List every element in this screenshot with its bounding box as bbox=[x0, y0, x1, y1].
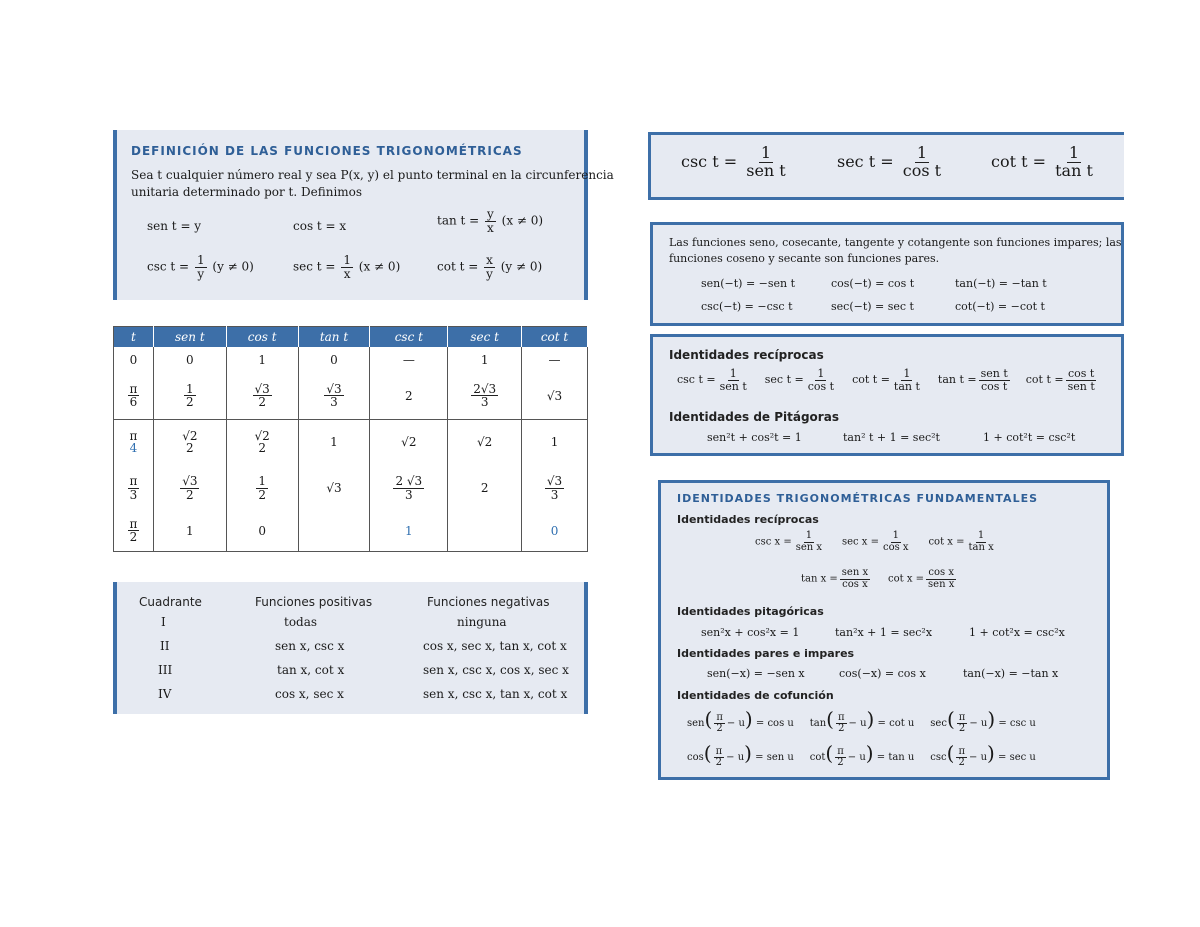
def-tan-lhs: tan t = bbox=[437, 213, 480, 228]
fund-recip-row1: csc x = $\frac{1}{\text{sen x}}$ sec x = $\frac{1}{\text{cos x}}$ cot x = $\frac{1}{\text{tan x}}$ bbox=[755, 530, 994, 553]
fund-cofn-title: Identidades de cofunción bbox=[677, 689, 834, 702]
quad-row-1-label: I bbox=[161, 615, 166, 629]
def-tan-frac: $\frac{y}{x}$ bbox=[487, 207, 494, 235]
fund-parity-title: Identidades pares e impares bbox=[677, 647, 855, 660]
col-csc: csc t bbox=[370, 327, 448, 348]
definition-box bbox=[113, 130, 614, 300]
table-row: π 4 √2 2 √2 2 1 √2 √2 1 bbox=[114, 419, 588, 465]
fund-pyth-title: Identidades pitagóricas bbox=[677, 605, 824, 618]
col-sec: sec t bbox=[448, 327, 522, 348]
big-csc: csc t = $\frac{1}{\text{sen t}}$ bbox=[681, 143, 786, 180]
def-tan bbox=[437, 208, 543, 234]
parity-box: Las funciones seno, cosecante, tangente y cotangente son funciones impares; las funciones coseno y secante son funciones pares. sen(−t) = −sen t cos(−t) = cos t tan(−t) = −tan t csc(−t) = −csc t sec(−t) = sec t cot(−t) = −cot t bbox=[650, 222, 1124, 326]
def-cos: cos t = x bbox=[293, 219, 347, 233]
col-sen: sen t bbox=[153, 327, 226, 348]
fundamental-box: IDENTIDADES TRIGONOMÉTRICAS FUNDAMENTALES Identidades recíprocas csc x = $\frac{1}{\text{sen x}}$ sec x = $\frac{1}{\text{cos x}}$ cot x = $\frac{1}{\text{tan x}}$ tan x = $\frac{\text{sen x}}{\text{cos x}}$ cot x = $\frac{\text{cos x}}{\text{sen x}}$ Identidades pitagóricas sen²x + cos²x = 1 tan²x + 1 = sec²x 1 + cot²x = csc²x Identidades pares e impares sen(−x) = −sen x cos(−x) = cos x tan(−x) = −tan x Identidades de cofunción sen( $\frac{\pi}{2}$ − u) = cos u tan( $\frac{\pi}{2}$ − u) = cot u sec( $\frac{\pi}{2}$ − u) = csc u cos( $\frac{\pi}{2}$ − u) = sen u cot( $\frac{\pi}{2}$ − u) = tan u csc( $\frac{\pi}{2}$ − u) = sec u bbox=[658, 480, 1110, 780]
definition-intro-1: Sea t cualquier número real y sea P(x, y) el punto terminal en la circunferencia bbox=[131, 168, 614, 182]
table-row: 0 0 1 0 — 1 — bbox=[114, 347, 588, 373]
fund-recip-row2: tan x = $\frac{\text{sen x}}{\text{cos x}}$ cot x = $\frac{\text{cos x}}{\text{sen x}}$ bbox=[801, 567, 955, 590]
table-row: $\frac{\pi}{2}$ 1 0 1 0 bbox=[114, 511, 588, 551]
fundamental-title: IDENTIDADES TRIGONOMÉTRICAS FUNDAMENTALES bbox=[677, 492, 1039, 505]
def-sen: sen t = y bbox=[147, 219, 202, 233]
quad-header-negativas: Funciones negativas bbox=[427, 595, 550, 609]
quad-row-2-label: II bbox=[160, 639, 170, 653]
def-csc: csc t = $\frac{1}{y}$ (y ≠ 0) bbox=[147, 253, 254, 281]
ids-recip-row: csc t = $\frac{1}{\text{sen t}}$ sec t = $\frac{1}{\text{cos t}}$ cot t = $\frac{1}{\text{tan t}}$ tan t = $\frac{\text{sen t}}{\text{cos t}}$ cot t = $\frac{\text{cos t}}{\text{sen t}}$ bbox=[677, 367, 1095, 393]
quad-row-3-label: III bbox=[158, 663, 173, 677]
def-cot: cot t = $\frac{x}{y}$ (y ≠ 0) bbox=[437, 253, 543, 281]
def-tan-cond: (x ≠ 0) bbox=[501, 213, 544, 228]
quadrant-box: Cuadrante Funciones positivas Funciones negativas I todas ninguna II sen x, csc x cos x, sec x, tan x, cot x III tan x, cot x sen x, csc x, cos x, sec x IV cos x, sec x sen x, csc x, tan x, cot x bbox=[113, 582, 588, 714]
def-sec: sec t = $\frac{1}{x}$ (x ≠ 0) bbox=[293, 253, 401, 281]
quad-row-4-label: IV bbox=[158, 687, 172, 701]
quad-header-positivas: Funciones positivas bbox=[255, 595, 373, 609]
parity-text-1: Las funciones seno, cosecante, tangente y cotangente son funciones impares; las bbox=[669, 236, 1122, 249]
values-table bbox=[113, 326, 588, 552]
col-cot: cot t bbox=[522, 327, 588, 348]
fund-recip-title: Identidades recíprocas bbox=[677, 513, 819, 526]
parity-text-2: funciones coseno y secante son funciones pares. bbox=[669, 252, 940, 265]
table-row: $\frac{\pi}{3}$ $\frac{√3}{2}$ $\frac{1}{2}$ √3 $\frac{2 √3}{3}$ 2 $\frac{√3}{3}$ bbox=[114, 465, 588, 511]
big-sec: sec t = $\frac{1}{\text{cos t}}$ bbox=[837, 143, 942, 180]
cofn-row1: sen( $\frac{\pi}{2}$ − u) = cos u tan( $\frac{\pi}{2}$ − u) = cot u sec( $\frac{\pi}{2}$ − u) = csc u bbox=[687, 707, 1036, 734]
definition-title: DEFINICIÓN DE LAS FUNCIONES TRIGONOMÉTRICAS bbox=[131, 144, 523, 158]
col-cos: cos t bbox=[226, 327, 298, 348]
big-cot: cot t = $\frac{1}{\text{tan t}}$ bbox=[991, 143, 1093, 180]
col-tan: tan t bbox=[298, 327, 370, 348]
identities-small-box: Identidades recíprocas csc t = $\frac{1}{\text{sen t}}$ sec t = $\frac{1}{\text{cos t}}$ cot t = $\frac{1}{\text{tan t}}$ tan t = $\frac{\text{sen t}}{\text{cos t}}$ cot t = $\frac{\text{cos t}}{\text{sen t}}$ Identidades de Pitágoras sen²t + cos²t = 1 tan² t + 1 = sec²t 1 + cot²t = csc²t bbox=[650, 334, 1124, 456]
cofn-row2: cos( $\frac{\pi}{2}$ − u) = sen u cot( $\frac{\pi}{2}$ − u) = tan u csc( $\frac{\pi}{2}$ − u) = sec u bbox=[687, 741, 1036, 768]
table-row: $\frac{\pi}{6}$ $\frac{1}{2}$ $\frac{√3}{2}$ $\frac{√3}{3}$ 2 $\frac{2√3}{3}$ √3 bbox=[114, 373, 588, 419]
ids-pyth-title: Identidades de Pitágoras bbox=[669, 410, 839, 424]
reciprocal-big-box bbox=[648, 132, 1124, 200]
col-t: t bbox=[114, 327, 154, 348]
quad-header-cuadrante: Cuadrante bbox=[139, 595, 202, 609]
ids-recip-title: Identidades recíprocas bbox=[669, 348, 824, 362]
definition-intro-2: unitaria determinado por t. Definimos bbox=[131, 185, 363, 199]
values-header-row bbox=[114, 327, 588, 348]
